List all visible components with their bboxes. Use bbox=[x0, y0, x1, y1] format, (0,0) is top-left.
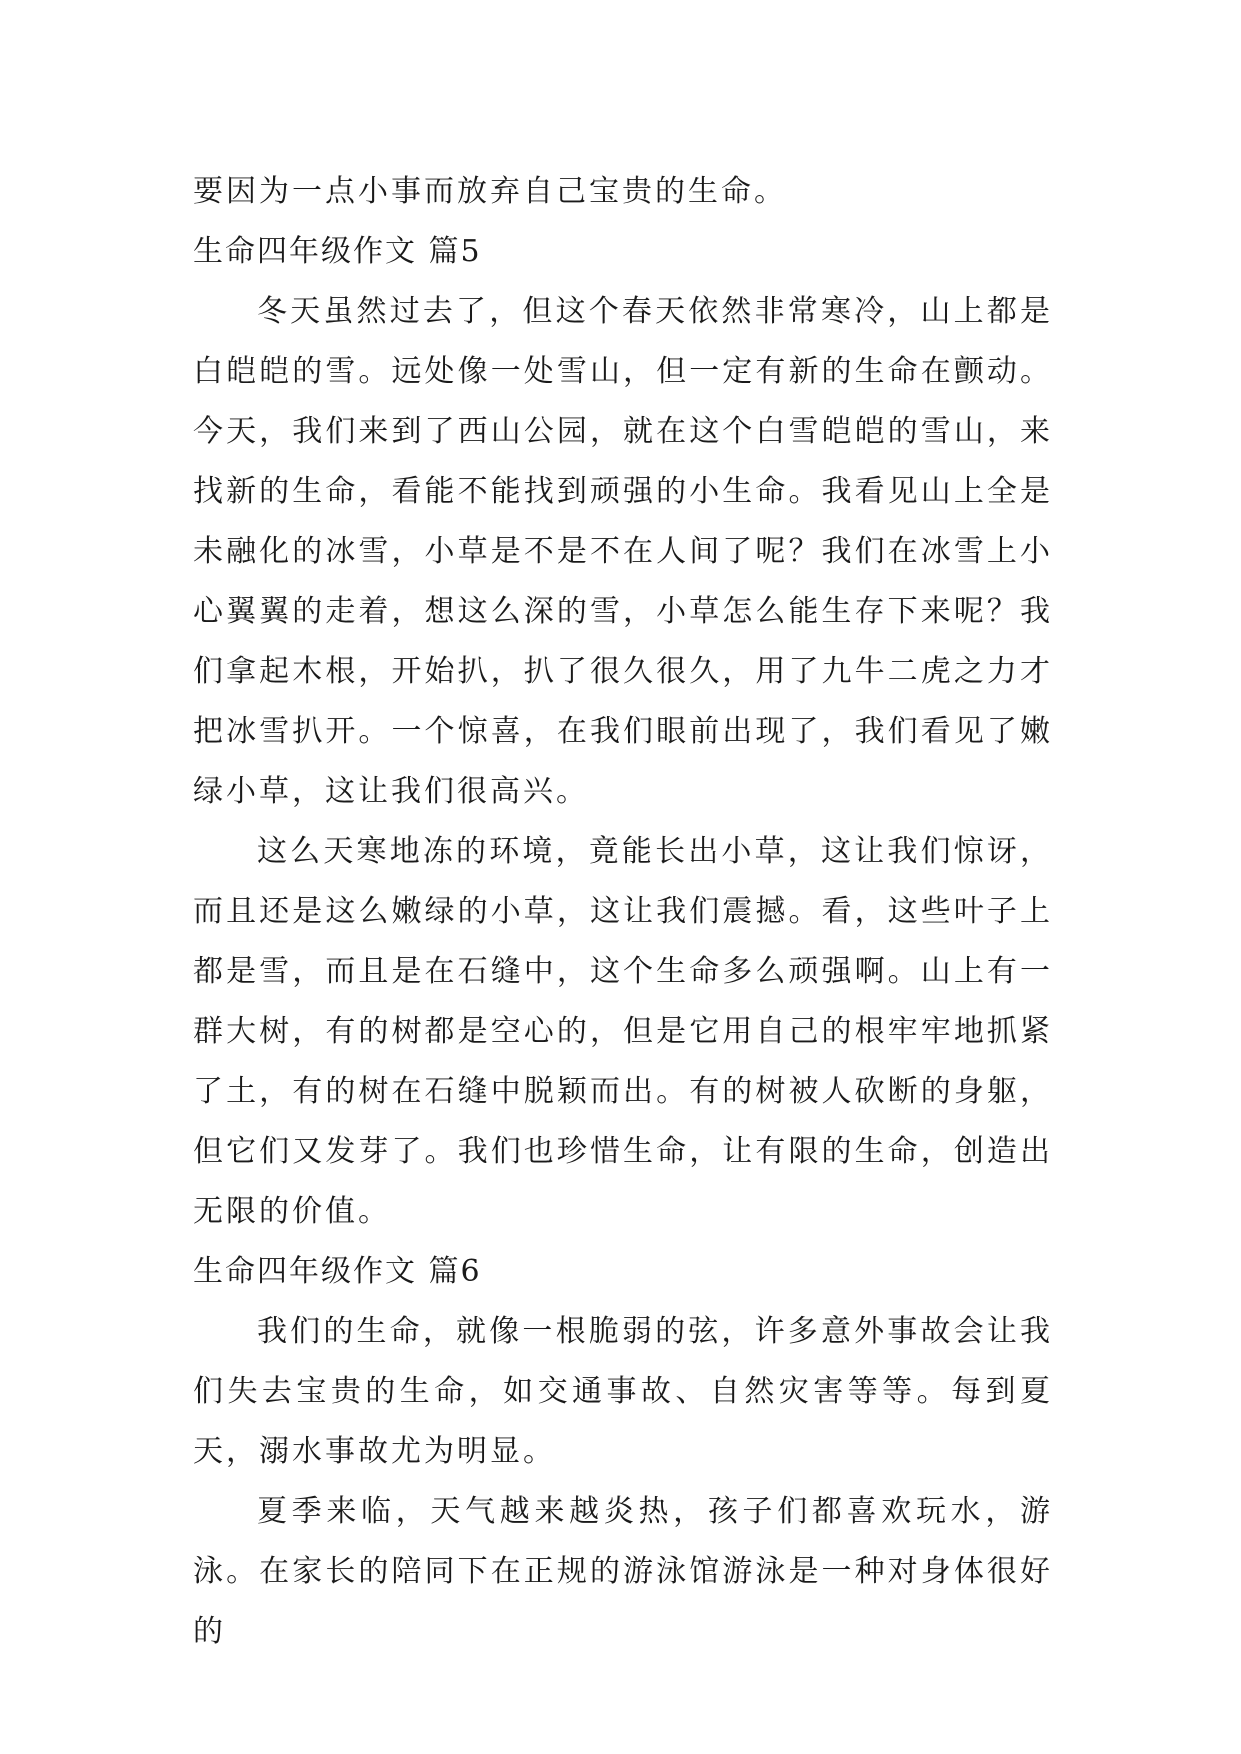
article-body bbox=[193, 162, 1053, 1662]
section-heading-6: 生命四年级作文 篇6 bbox=[193, 1254, 482, 1289]
paragraph: 冬天虽然过去了，但这个春天依然非常寒冷，山上都是白皑皑的雪。远处像一处雪山，但一定有新的生命在颤动。今天，我们来到了西山公园，就在这个白雪皑皑的雪山，来找新的生命，看能不能找到顽强的小生命。我看见山上全是未融化的冰雪，小草是不是不在人间了呢？我们在冰雪上小心翼翼的走着，想这么深的雪，小草怎么能生存下来呢？我们拿起木根，开始扒，扒了很久很久，用了九牛二虎之力才把冰雪扒开。一个惊喜，在我们眼前出现了，我们看见了嫩绿小草，这让我们很高兴。 bbox=[193, 294, 1053, 809]
paragraph: 夏季来临，天气越来越炎热，孩子们都喜欢玩水，游泳。在家长的陪同下在正规的游泳馆游泳是一种对身体很好的 bbox=[193, 1494, 1053, 1649]
continued-paragraph: 要因为一点小事而放弃自己宝贵的生命。 bbox=[193, 174, 787, 209]
paragraph: 这么天寒地冻的环境，竟能长出小草，这让我们惊讶，而且还是这么嫩绿的小草，这让我们震撼。看，这些叶子上都是雪，而且是在石缝中，这个生命多么顽强啊。山上有一群大树，有的树都是空心的，但是它用自己的根牢牢地抓紧了土，有的树在石缝中脱颖而出。有的树被人砍断的身躯，但它们又发芽了。我们也珍惜生命，让有限的生命，创造出无限的价值。 bbox=[193, 834, 1053, 1229]
paragraph: 我们的生命，就像一根脆弱的弦，许多意外事故会让我们失去宝贵的生命，如交通事故、自然灾害等等。每到夏天，溺水事故尤为明显。 bbox=[193, 1314, 1053, 1469]
section-heading-5: 生命四年级作文 篇5 bbox=[193, 234, 482, 269]
